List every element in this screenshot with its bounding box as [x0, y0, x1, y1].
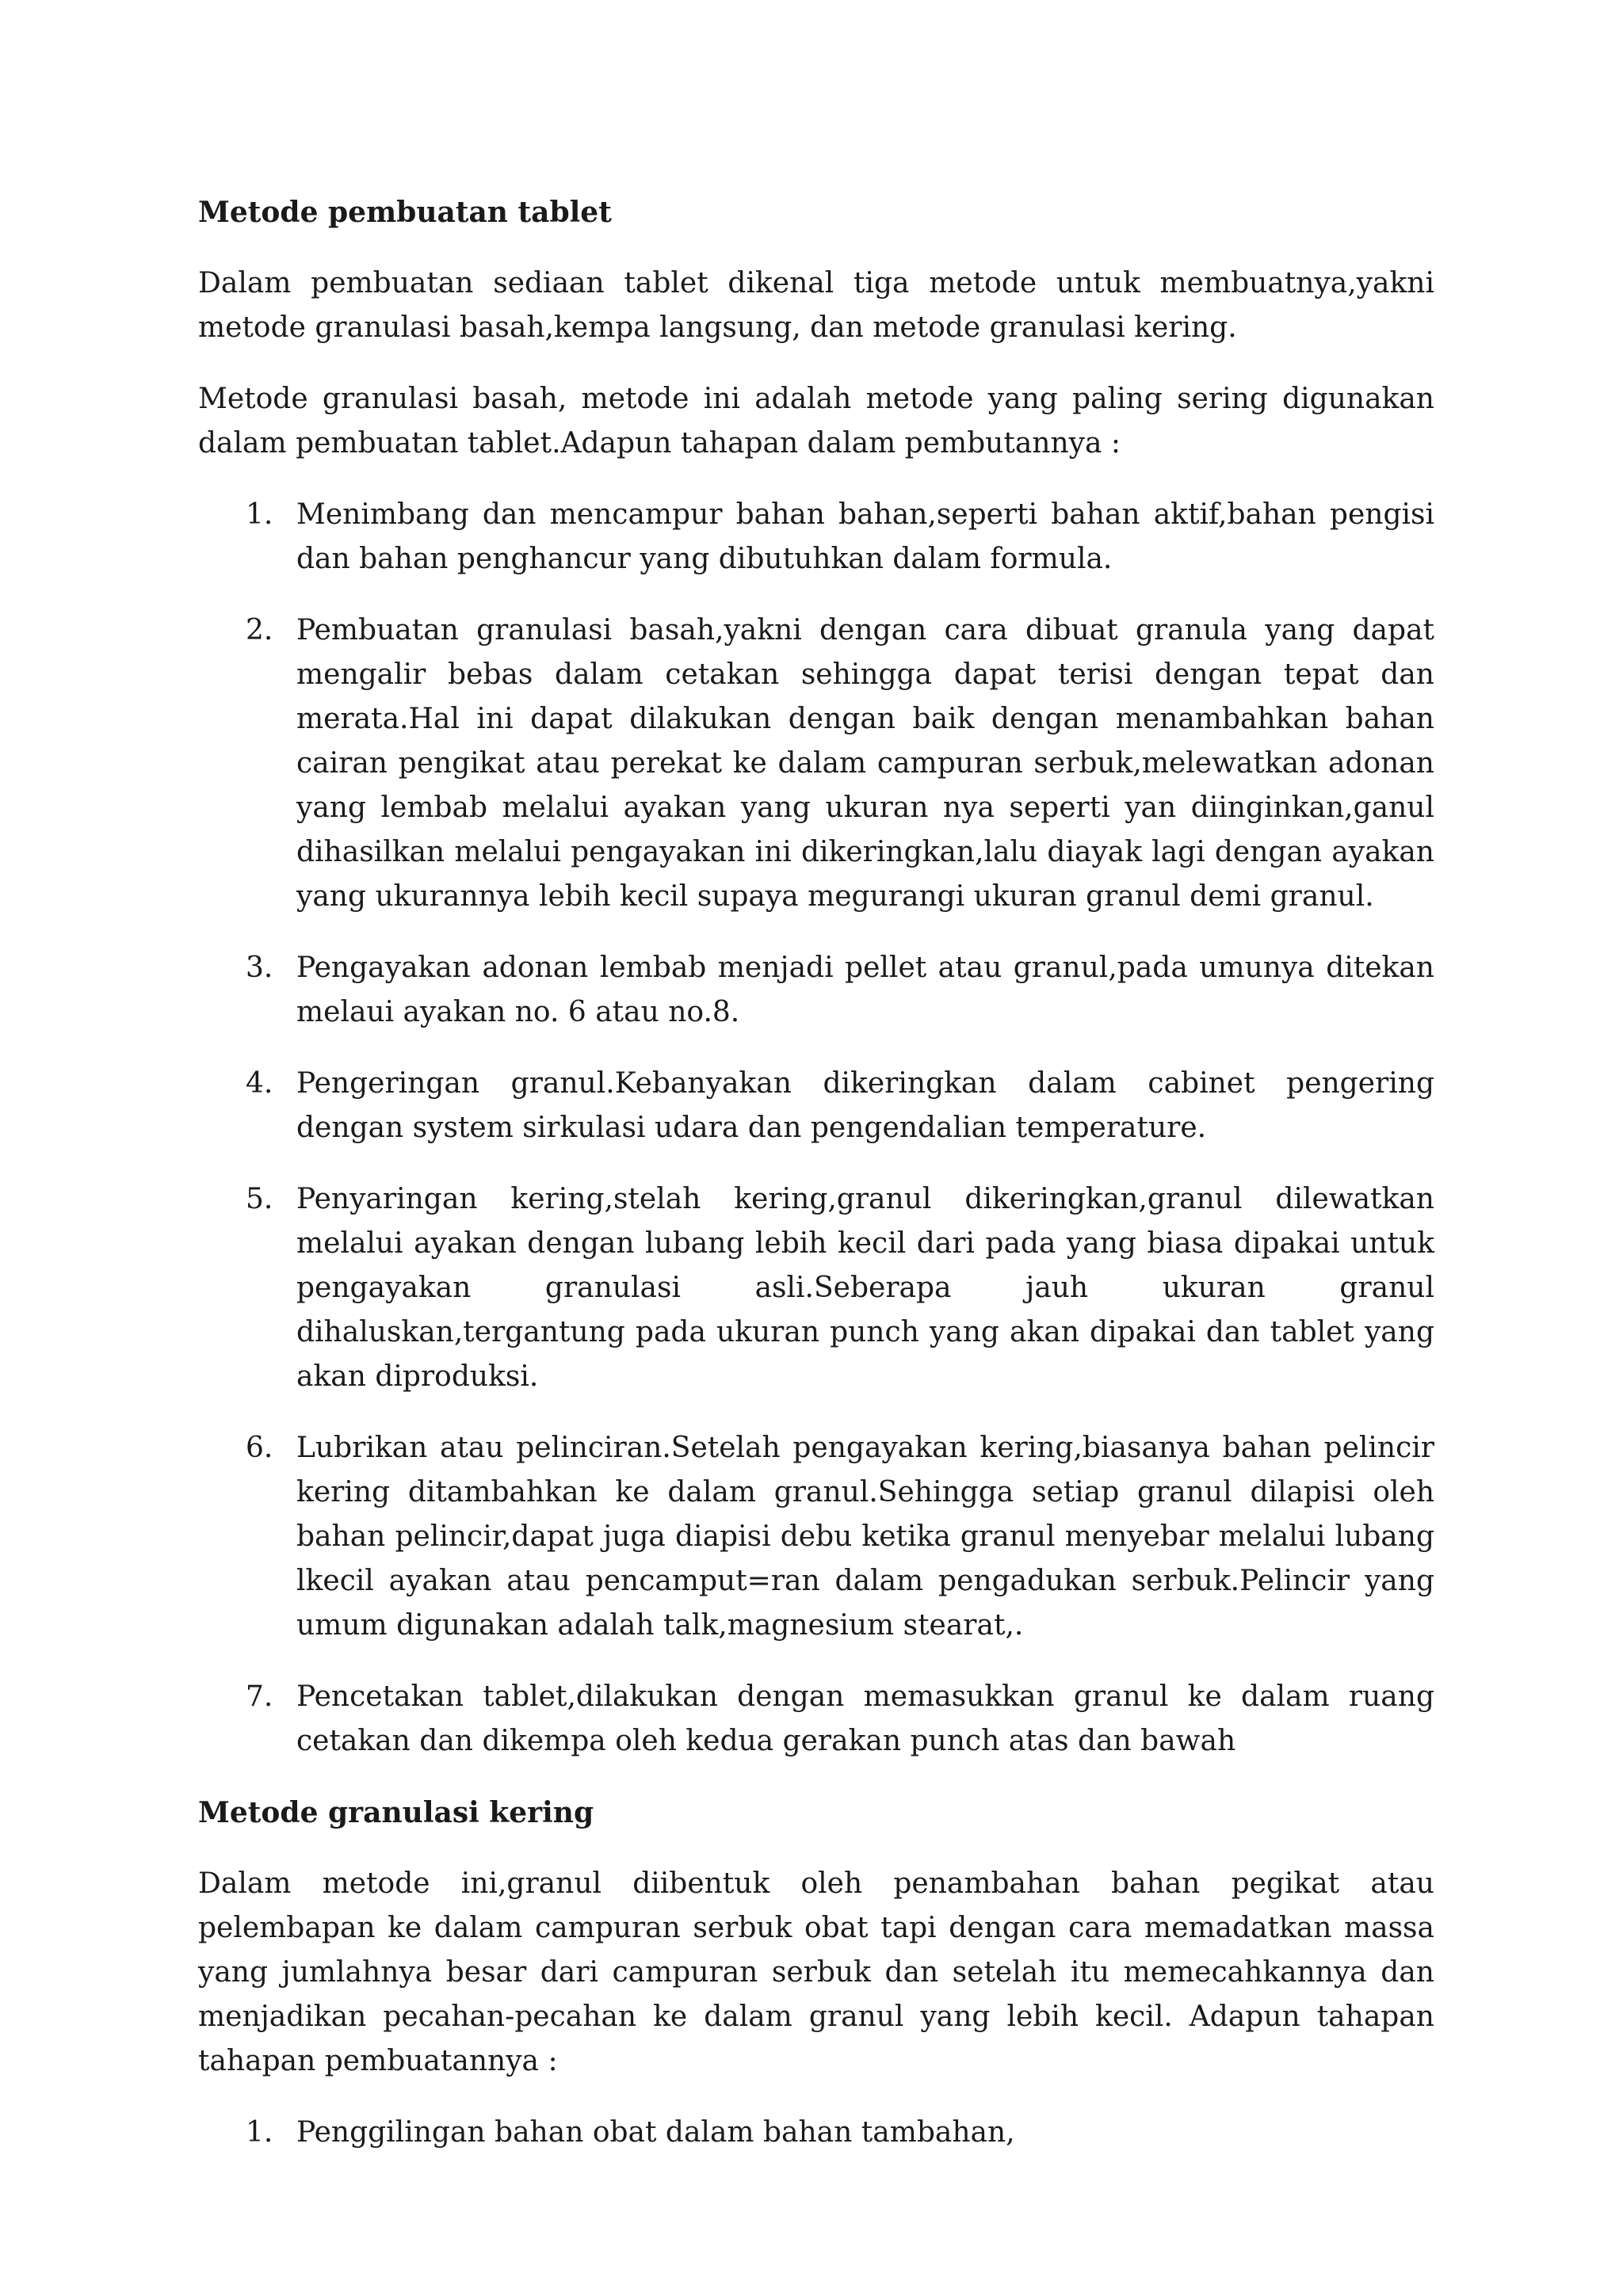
list-item-text: Penggilingan bahan obat dalam bahan tambahan,: [296, 2116, 1015, 2149]
list-item: [198, 493, 1434, 582]
list-item-text: Penyaringan kering,stelah kering,granul dikeringkan,granul dilewatkan melalui ayakan dengan lubang lebih kecil dari pada yang biasa dipakai untuk pengayakan granulasi asli.Seberapa jauh ukuran granul dihaluskan,tergantung pada ukuran punch yang akan dipakai dan tablet yang akan diproduksi.: [296, 1183, 1434, 1393]
list-item-number: 1.: [246, 2116, 273, 2149]
dry-granulation-steps: [198, 2111, 1434, 2155]
list-item-text: Pembuatan granulasi basah,yakni dengan cara dibuat granula yang dapat mengalir bebas dalam cetakan sehingga dapat terisi dengan tepat dan merata.Hal ini dapat dilakukan dengan baik dengan menambahkan bahan cairan pengikat atau perekat ke dalam campuran serbuk,melewatkan adonan yang lembab melalui ayakan yang ukuran nya seperti yan diinginkan,ganul dihasilkan melalui pengayakan ini dikeringkan,lalu diayak lagi dengan ayakan yang ukurannya lebih kecil supaya megurangi ukuran granul demi granul.: [296, 614, 1434, 913]
list-item-text: Menimbang dan mencampur bahan bahan,seperti bahan aktif,bahan pengisi dan bahan penghancur yang dibutuhkan dalam formula.: [296, 498, 1434, 575]
dry-granulation-paragraph: Dalam metode ini,granul diibentuk oleh penambahan bahan pegikat atau pelembapan ke dalam campuran serbuk obat tapi dengan cara memadatkan massa yang jumlahnya besar dari campuran serbuk dan setelah itu memecahkannya dan menjadikan pecahan-pecahan ke dalam granul yang lebih kecil. Adapun tahapan tahapan pembuatannya :: [198, 1867, 1434, 2077]
wet-granulation-steps: [198, 493, 1434, 1764]
list-item-text: Pengayakan adonan lembab menjadi pellet atau granul,pada umunya ditekan melaui ayakan no. 6 atau no.8.: [296, 952, 1434, 1028]
list-item: [198, 946, 1434, 1035]
list-item-text: Pencetakan tablet,dilakukan dengan memasukkan granul ke dalam ruang cetakan dan dikempa oleh kedua gerakan punch atas dan bawah: [296, 1680, 1434, 1757]
list-item: [198, 1177, 1434, 1399]
list-item: [198, 1675, 1434, 1764]
section-title-dry-granulation: Metode granulasi kering: [198, 1796, 594, 1829]
document-page: [198, 190, 1434, 2182]
list-item: [198, 608, 1434, 919]
wet-granulation-paragraph: Metode granulasi basah, metode ini adalah metode yang paling sering digunakan dalam pembuatan tablet.Adapun tahapan dalam pembutannya :: [198, 383, 1434, 460]
list-item-number: 1.: [246, 498, 273, 531]
list-item: [198, 2111, 1434, 2155]
list-item-text: Lubrikan atau pelinciran.Setelah pengayakan kering,biasanya bahan pelincir kering ditambahkan ke dalam granul.Sehingga setiap granul dilapisi oleh bahan pelincir,dapat juga diapisi debu ketika granul menyebar melalui lubang lkecil ayakan atau pencamput=ran dalam pengadukan serbuk.Pelincir yang umum digunakan adalah talk,magnesium stearat,.: [296, 1432, 1434, 1642]
list-item-number: 7.: [246, 1680, 273, 1713]
section-title-tablet-methods: Metode pembuatan tablet: [198, 196, 612, 229]
intro-paragraph: Dalam pembuatan sediaan tablet dikenal tiga metode untuk membuatnya,yakni metode granulasi basah,kempa langsung, dan metode granulasi kering.: [198, 267, 1434, 344]
list-item-number: 4.: [246, 1067, 273, 1100]
list-item-text: Pengeringan granul.Kebanyakan dikeringkan dalam cabinet pengering dengan system sirkulasi udara dan pengendalian temperature.: [296, 1067, 1434, 1144]
list-item-number: 2.: [246, 614, 273, 646]
list-item-number: 5.: [246, 1183, 273, 1215]
list-item-number: 3.: [246, 952, 273, 984]
list-item: [198, 1426, 1434, 1648]
list-item: [198, 1062, 1434, 1150]
list-item-number: 6.: [246, 1432, 273, 1464]
